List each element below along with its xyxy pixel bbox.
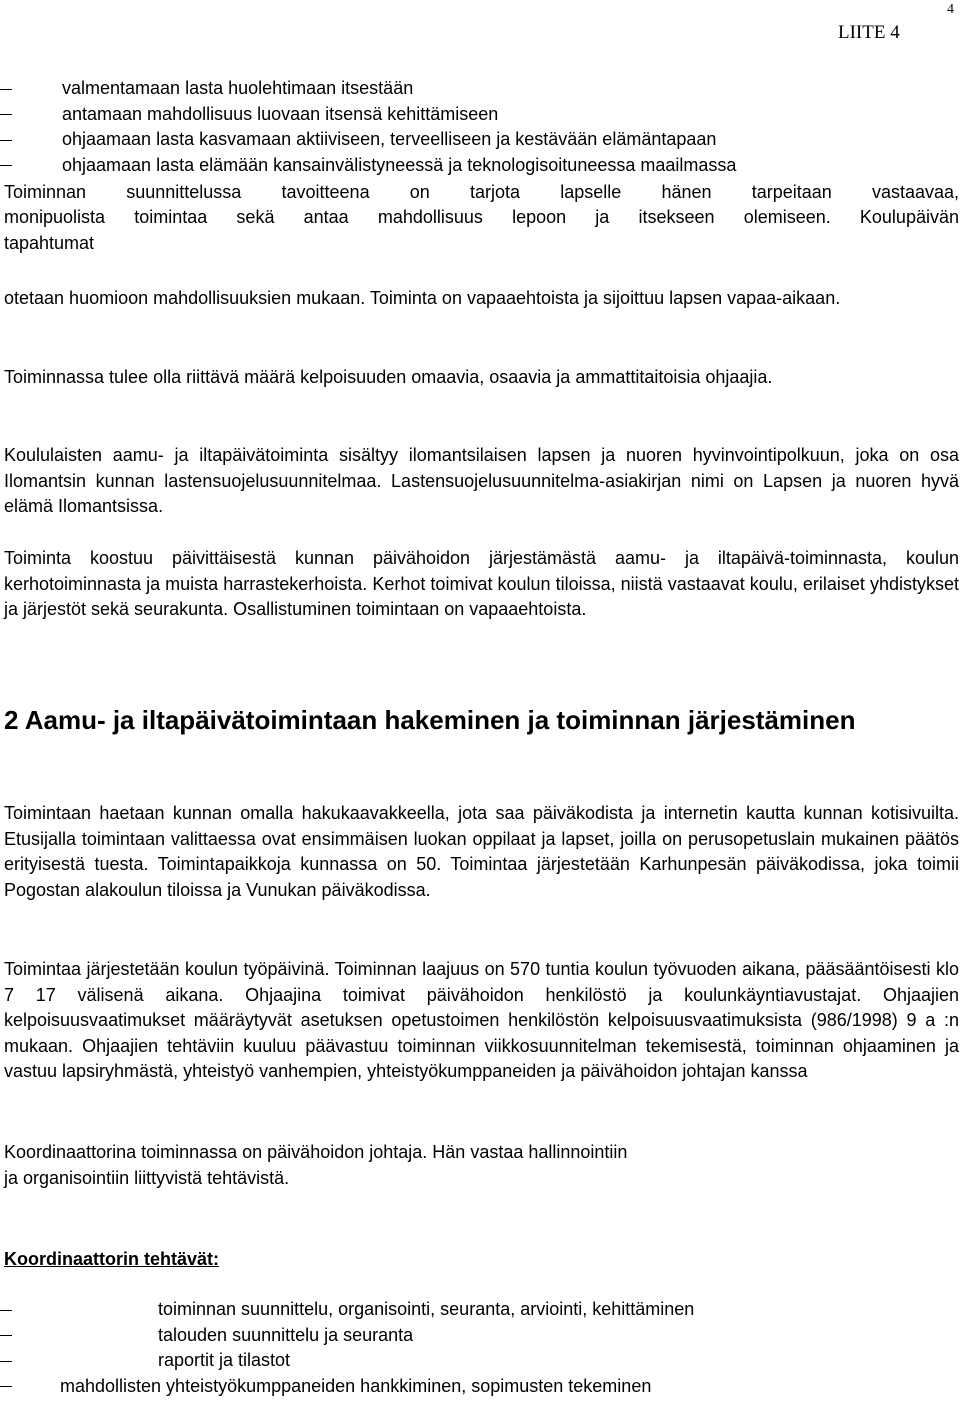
dash-bullet-icon xyxy=(0,165,12,166)
paragraph-organization: Toimintaa järjestetään koulun työpäivinä. Toiminnan laajuus on 570 tuntia koulun työvuoden aikana, pääsääntöisesti klo 7 17 välisenä aikana. Ohjaajina toimivat päivähoidon henkilöstö ja koulunkäyntiavustajat. Ohjaajien kelpoisuusvaatimukset määräytyvät asetuksen opetustoimen henkilöstön kelpoisuusvaatimuksista (986/1998) 9 a :n mukaan. Ohjaajien tehtäviin kuuluu päävastuu toiminnan viikkosuunnitelman tekemisestä, toiminnan ohjaaminen ja vastuu lapsiryhmästä, yhteistyö vanhempien, yhteistyökumppaneiden ja päivähoidon johtajan kanssa xyxy=(4,959,959,1081)
paragraph-staff: Toiminnassa tulee olla riittävä määrä kelpoisuuden omaavia, osaavia ja ammattitaitoisia ohjaajia. xyxy=(4,367,773,387)
section-heading: 2 Aamu- ja iltapäivätoimintaan hakeminen ja toiminnan järjestäminen xyxy=(4,705,856,735)
dash-bullet-icon xyxy=(0,1361,12,1362)
list-item-text: mahdollisten yhteistyökumppaneiden hankkiminen, sopimusten tekeminen xyxy=(60,1375,652,1396)
dash-bullet-icon xyxy=(0,114,12,115)
dash-bullet-icon xyxy=(0,1335,12,1336)
list-item-text: raportit ja tilastot xyxy=(158,1350,291,1370)
list-item-text: ohjaamaan lasta kasvamaan aktiiviseen, terveelliseen ja kestävään elämäntapaan xyxy=(62,129,717,149)
dash-bullet-icon xyxy=(0,1386,12,1387)
paragraph-planning-line-1: Toiminnan suunnittelussa tavoitteena on tarjota lapselle hänen tarpeitaan vastaavaa, xyxy=(4,182,959,202)
paragraph-coordinator-line-2: ja organisointiin liittyvistä tehtävistä. xyxy=(4,1168,290,1188)
paragraph-planning-line-4: otetaan huomioon mahdollisuuksien mukaan. Toiminta on vapaaehtoista ja sijoittuu lapsen vapaa-aikaan. xyxy=(4,288,841,308)
list-item-text: ohjaamaan lasta elämään kansainvälistyneessä ja teknologisoituneessa maailmassa xyxy=(62,154,737,175)
paragraph-planning-line-2: monipuolista toimintaa sekä antaa mahdollisuus lepoon ja itsekseen olemiseen. Koulupäivän xyxy=(4,207,959,227)
coordinator-tasks-heading: Koordinaattorin tehtävät: xyxy=(4,1249,220,1269)
paragraph-planning-line-3: tapahtumat xyxy=(4,233,95,253)
list-item-text: talouden suunnittelu ja seuranta xyxy=(158,1324,414,1345)
dash-bullet-icon xyxy=(0,140,12,141)
paragraph-activity-composition: Toiminta koostuu päivittäisestä kunnan päivähoidon järjestämästä aamu- ja iltapäivä-toiminnasta, koulun kerhotoiminnasta ja muista harrastekerhoista. Kerhot toimivat koulun tiloissa, niistä vastaavat koulu, erilaiset yhdistykset ja järjestöt sekä seurakunta. Osallistuminen toimintaan on vapaaehtoista. xyxy=(4,548,959,619)
dash-bullet-icon xyxy=(0,89,12,90)
dash-bullet-icon xyxy=(0,1310,12,1311)
list-item-text: toiminnan suunnittelu, organisointi, seuranta, arviointi, kehittäminen xyxy=(158,1299,695,1319)
appendix-label: LIITE 4 xyxy=(838,22,900,43)
paragraph-application: Toimintaan haetaan kunnan omalla hakukaavakkeella, jota saa päiväkodista ja internetin kautta kunnan kotisivuilta. Etusijalla toimintaan valittaessa ovat ensimmäisen luokan oppilaat ja lapset, joilla on perusopetuslain mukainen päätös erityisestä tuesta. Toimintapaikkoja kunnassa on 50. Toimintaa järjestetään Karhunpesän päiväkodissa, joka toimii Pogostan alakoulun tiloissa ja Vunukan päiväkodissa. xyxy=(4,803,959,900)
paragraph-coordinator-line-1: Koordinaattorina toiminnassa on päivähoidon johtaja. Hän vastaa hallinnointiin xyxy=(4,1142,628,1162)
page-number: 4 xyxy=(947,2,954,17)
paragraph-welfare-path: Koululaisten aamu- ja iltapäivätoiminta sisältyy ilomantsilaisen lapsen ja nuoren hyvinvointipolkuun, joka on osa Ilomantsin kunnan lastensuojelusuunnitelmaa. Lastensuojelusuunnitelma-asiakirjan nimi on Lapsen ja nuoren hyvä elämä Ilomantsissa. xyxy=(4,445,959,516)
list-item-text: valmentamaan lasta huolehtimaan itsestään xyxy=(62,78,414,98)
list-item-text: antamaan mahdollisuus luovaan itsensä kehittämiseen xyxy=(62,103,499,124)
